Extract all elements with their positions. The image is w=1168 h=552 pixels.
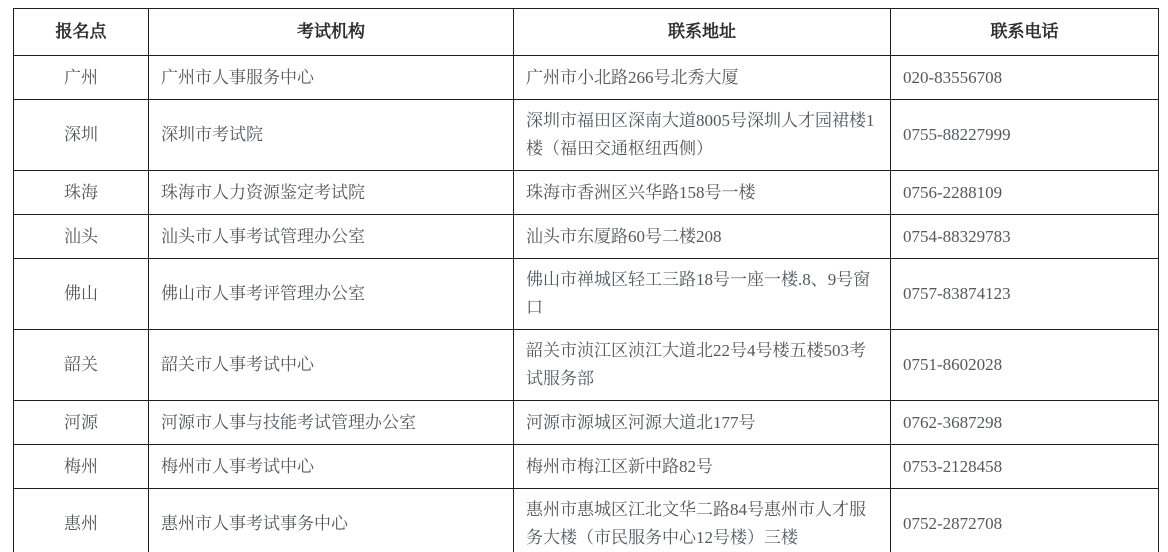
cell-phone: 020-83556708 [891, 56, 1159, 100]
table-row [14, 330, 1159, 401]
cell-city: 韶关 [14, 330, 149, 401]
cell-address: 河源市源城区河源大道北177号 [514, 401, 891, 445]
cell-agency: 佛山市人事考评管理办公室 [149, 259, 514, 330]
cell-phone: 0752-2872708 [891, 489, 1159, 552]
cell-city: 佛山 [14, 259, 149, 330]
cell-city: 梅州 [14, 445, 149, 489]
cell-agency: 惠州市人事考试事务中心 [149, 489, 514, 552]
header-address: 联系地址 [514, 9, 891, 56]
cell-agency: 汕头市人事考试管理办公室 [149, 215, 514, 259]
cell-phone: 0753-2128458 [891, 445, 1159, 489]
table-row [14, 259, 1159, 330]
table-header [14, 9, 1159, 56]
table-row [14, 445, 1159, 489]
cell-city: 深圳 [14, 100, 149, 171]
cell-agency: 梅州市人事考试中心 [149, 445, 514, 489]
cell-phone: 0762-3687298 [891, 401, 1159, 445]
cell-address: 汕头市东厦路60号二楼208 [514, 215, 891, 259]
table-row [14, 56, 1159, 100]
exam-registration-contact-table [13, 8, 1159, 552]
cell-phone: 0755-88227999 [891, 100, 1159, 171]
cell-agency: 广州市人事服务中心 [149, 56, 514, 100]
table-row [14, 489, 1159, 552]
cell-address: 韶关市浈江区浈江大道北22号4号楼五楼503考试服务部 [514, 330, 891, 401]
header-phone: 联系电话 [891, 9, 1159, 56]
cell-agency: 珠海市人力资源鉴定考试院 [149, 171, 514, 215]
header-city: 报名点 [14, 9, 149, 56]
cell-city: 河源 [14, 401, 149, 445]
cell-city: 惠州 [14, 489, 149, 552]
table-row [14, 171, 1159, 215]
cell-city: 珠海 [14, 171, 149, 215]
cell-agency: 韶关市人事考试中心 [149, 330, 514, 401]
cell-phone: 0751-8602028 [891, 330, 1159, 401]
cell-agency: 河源市人事与技能考试管理办公室 [149, 401, 514, 445]
table-row [14, 401, 1159, 445]
cell-address: 珠海市香洲区兴华路158号一楼 [514, 171, 891, 215]
table-row [14, 100, 1159, 171]
header-row [14, 9, 1159, 56]
cell-address: 梅州市梅江区新中路82号 [514, 445, 891, 489]
cell-address: 深圳市福田区深南大道8005号深圳人才园裙楼1楼（福田交通枢纽西侧） [514, 100, 891, 171]
header-agency: 考试机构 [149, 9, 514, 56]
cell-address: 惠州市惠城区江北文华二路84号惠州市人才服务大楼（市民服务中心12号楼）三楼 [514, 489, 891, 552]
cell-address: 佛山市禅城区轻工三路18号一座一楼.8、9号窗口 [514, 259, 891, 330]
cell-city: 汕头 [14, 215, 149, 259]
cell-phone: 0757-83874123 [891, 259, 1159, 330]
table-row [14, 215, 1159, 259]
cell-phone: 0756-2288109 [891, 171, 1159, 215]
cell-agency: 深圳市考试院 [149, 100, 514, 171]
cell-address: 广州市小北路266号北秀大厦 [514, 56, 891, 100]
cell-city: 广州 [14, 56, 149, 100]
cell-phone: 0754-88329783 [891, 215, 1159, 259]
table-body [14, 56, 1159, 552]
